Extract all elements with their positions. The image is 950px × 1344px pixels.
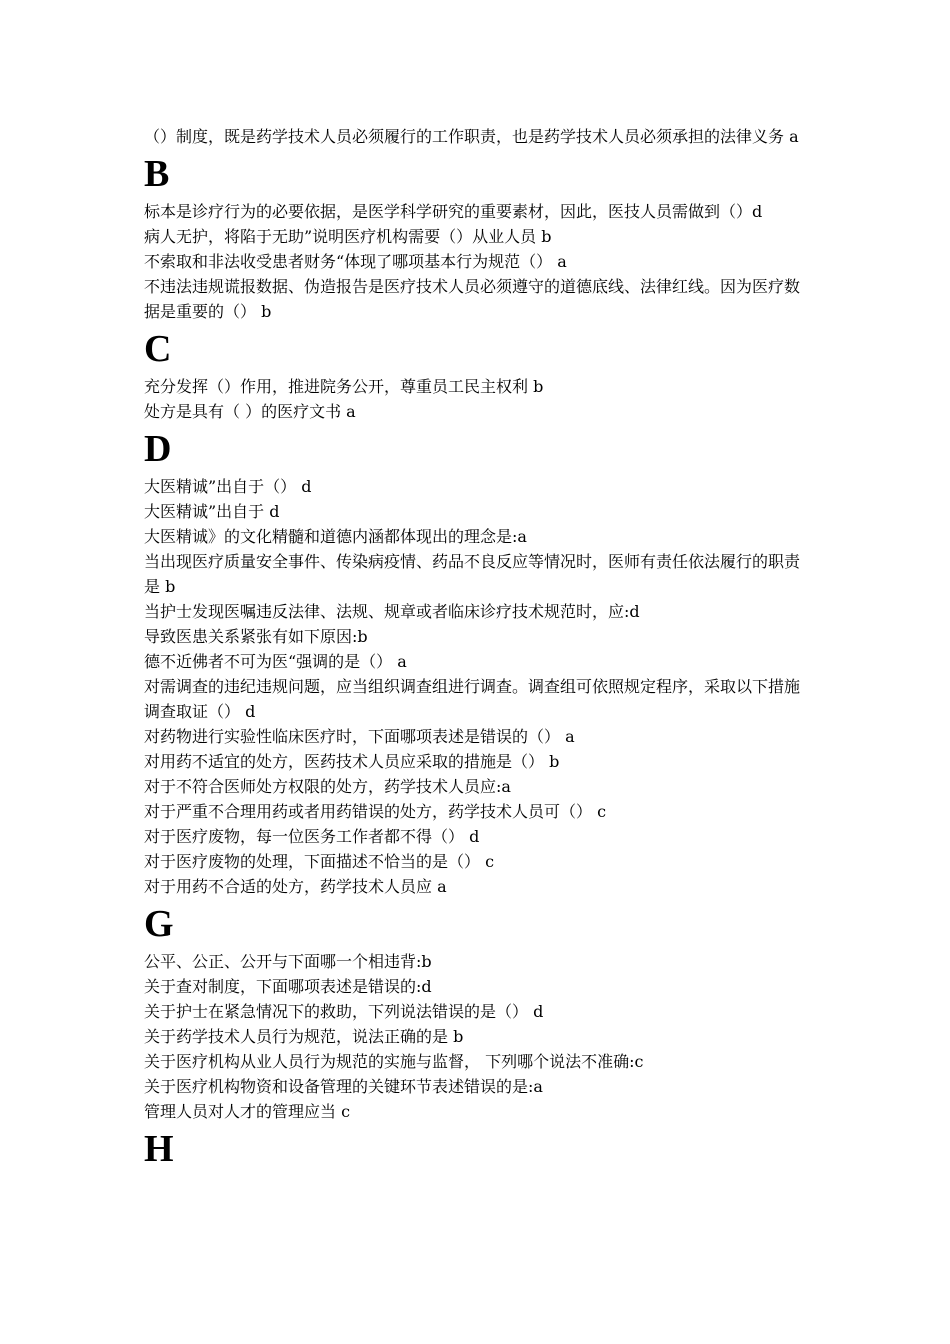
question-line: 对于不符合医师处方权限的处方，药学技术人员应:a bbox=[144, 777, 511, 796]
document-page bbox=[144, 124, 812, 1174]
question-line: 大医精诚”出自于 d bbox=[144, 502, 280, 521]
question-line: 对药物进行实验性临床医疗时，下面哪项表述是错误的（） a bbox=[144, 727, 575, 746]
question-line: 不违法违规谎报数据、伪造报告是医疗技术人员必须遵守的道德底线、法律红线。因为医疗数据是重要的（） b bbox=[144, 277, 801, 321]
section-heading-c: C bbox=[144, 328, 172, 370]
question-line: 德不近佛者不可为医“强调的是（） a bbox=[144, 652, 407, 671]
question-line: 关于护士在紧急情况下的救助，下列说法错误的是（） d bbox=[144, 1002, 544, 1021]
question-line: 处方是具有（ ）的医疗文书 a bbox=[144, 402, 356, 421]
question-line: 病人无护，将陷于无助”说明医疗机构需要（）从业人员 b bbox=[144, 227, 552, 246]
question-line: 对于用药不合适的处方，药学技术人员应 a bbox=[144, 877, 447, 896]
intro-line: （）制度，既是药学技术人员必须履行的工作职责，也是药学技术人员必须承担的法律义务 a bbox=[144, 127, 799, 146]
question-line: 关于药学技术人员行为规范，说法正确的是 b bbox=[144, 1027, 464, 1046]
section-heading-b: B bbox=[144, 153, 170, 195]
section-heading-h: H bbox=[144, 1128, 174, 1170]
question-line: 标本是诊疗行为的必要依据，是医学科学研究的重要素材，因此，医技人员需做到（）d bbox=[144, 202, 763, 221]
question-line: 对用药不适宜的处方，医药技术人员应采取的措施是（） b bbox=[144, 752, 560, 771]
question-line: 对于严重不合理用药或者用药错误的处方，药学技术人员可（） c bbox=[144, 802, 607, 821]
question-line: 充分发挥（）作用，推进院务公开，尊重员工民主权利 b bbox=[144, 377, 544, 396]
question-line: 对需调查的违纪违规问题，应当组织调查组进行调查。调查组可依照规定程序，采取以下措施调查取证（） d bbox=[144, 677, 801, 721]
question-line: 大医精诚”出自于（） d bbox=[144, 477, 312, 496]
question-line: 当出现医疗质量安全事件、传染病疫情、药品不良反应等情况时，医师有责任依法履行的职责是 b bbox=[144, 552, 801, 596]
section-heading-g: G bbox=[144, 903, 174, 945]
question-line: 公平、公正、公开与下面哪一个相违背:b bbox=[144, 952, 432, 971]
question-line: 导致医患关系紧张有如下原因:b bbox=[144, 627, 368, 646]
question-line: 关于医疗机构从业人员行为规范的实施与监督， 下列哪个说法不准确:c bbox=[144, 1052, 644, 1071]
section-heading-d: D bbox=[144, 428, 172, 470]
question-line: 关于医疗机构物资和设备管理的关键环节表述错误的是:a bbox=[144, 1077, 543, 1096]
question-line: 大医精诚》的文化精髓和道德内涵都体现出的理念是:a bbox=[144, 527, 527, 546]
question-line: 当护士发现医嘱违反法律、法规、规章或者临床诊疗技术规范时，应:d bbox=[144, 602, 640, 621]
question-line: 对于医疗废物的处理，下面描述不恰当的是（） c bbox=[144, 852, 495, 871]
question-line: 对于医疗废物，每一位医务工作者都不得（） d bbox=[144, 827, 480, 846]
question-line: 不索取和非法收受患者财务“体现了哪项基本行为规范（） a bbox=[144, 252, 567, 271]
question-line: 关于查对制度，下面哪项表述是错误的:d bbox=[144, 977, 432, 996]
question-line: 管理人员对人才的管理应当 c bbox=[144, 1102, 351, 1121]
